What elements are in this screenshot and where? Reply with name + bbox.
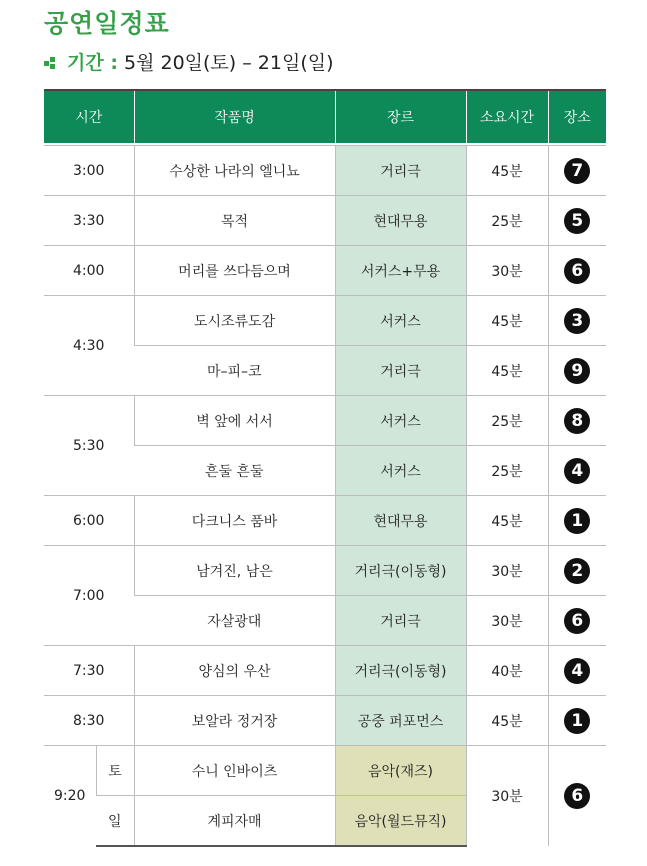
venue-number-badge: 1 (564, 508, 590, 534)
venue-number-badge: 6 (564, 783, 590, 809)
table-row (44, 496, 606, 546)
venue-cell (548, 446, 606, 496)
genre-cell: 서커스+무용 (335, 246, 466, 296)
header-row (44, 90, 606, 143)
duration-cell: 25분 (466, 446, 548, 496)
venue-number-badge: 2 (564, 558, 590, 584)
day-cell: 일 (96, 796, 134, 847)
time-cell: 7:30 (44, 646, 134, 696)
title-cell: 벽 앞에 서서 (134, 396, 335, 446)
venue-cell (548, 696, 606, 746)
duration-cell: 45분 (466, 346, 548, 396)
duration-cell: 45분 (466, 696, 548, 746)
table-row (44, 146, 606, 196)
table-row (44, 746, 606, 796)
venue-cell (548, 746, 606, 847)
venue-cell (548, 146, 606, 196)
duration-cell: 30분 (466, 546, 548, 596)
title-cell: 머리를 쓰다듬으며 (134, 246, 335, 296)
time-cell: 6:00 (44, 496, 134, 546)
duration-cell: 30분 (466, 246, 548, 296)
duration-cell: 45분 (466, 146, 548, 196)
duration-cell: 40분 (466, 646, 548, 696)
venue-number-badge: 6 (564, 608, 590, 634)
duration-cell: 30분 (466, 596, 548, 646)
genre-cell: 거리극 (335, 596, 466, 646)
table-row (44, 696, 606, 746)
table-row (44, 246, 606, 296)
title-cell: 다크니스 품바 (134, 496, 335, 546)
venue-cell (548, 196, 606, 246)
table-row (44, 196, 606, 246)
period-line (44, 48, 334, 75)
header-genre: 장르 (335, 90, 466, 143)
genre-cell: 음악(재즈) (335, 746, 466, 796)
duration-cell: 45분 (466, 296, 548, 346)
table-row (44, 546, 606, 596)
table-row (44, 396, 606, 446)
table-row (44, 646, 606, 696)
duration-cell: 25분 (466, 396, 548, 446)
title-cell: 남겨진, 남은 (134, 546, 335, 596)
header-duration: 소요시간 (466, 90, 548, 143)
title-cell: 보알라 정거장 (134, 696, 335, 746)
time-cell: 9:20 (44, 746, 96, 847)
time-cell: 4:30 (44, 296, 134, 396)
venue-number-badge: 6 (564, 258, 590, 284)
table-row (44, 296, 606, 346)
title-cell: 도시조류도감 (134, 296, 335, 346)
square-bullet-icon (44, 57, 57, 70)
title-cell: 목적 (134, 196, 335, 246)
title-cell: 흔둘 흔둘 (134, 446, 335, 496)
venue-number-badge: 4 (564, 458, 590, 484)
title-cell: 수상한 나라의 엘니뇨 (134, 146, 335, 196)
time-cell: 5:30 (44, 396, 134, 496)
page-title: 공연일정표 (44, 9, 170, 38)
genre-cell: 거리극(이동형) (335, 646, 466, 696)
venue-cell (548, 596, 606, 646)
genre-cell: 공중 퍼포먼스 (335, 696, 466, 746)
time-cell: 3:30 (44, 196, 134, 246)
venue-number-badge: 3 (564, 308, 590, 334)
header-venue: 장소 (548, 90, 606, 143)
duration-cell: 25분 (466, 196, 548, 246)
venue-number-badge: 5 (564, 208, 590, 234)
duration-cell: 45분 (466, 496, 548, 546)
period-value: 5월 20일(토) – 21일(일) (124, 52, 334, 74)
title-cell: 계피자매 (134, 796, 335, 847)
genre-cell: 음악(월드뮤직) (335, 796, 466, 847)
schedule-table (44, 89, 606, 847)
header-title: 작품명 (134, 90, 335, 143)
venue-number-badge: 7 (564, 158, 590, 184)
time-cell: 8:30 (44, 696, 134, 746)
time-cell: 7:00 (44, 546, 134, 646)
genre-cell: 서커스 (335, 296, 466, 346)
genre-cell: 현대무용 (335, 496, 466, 546)
title-cell: 수니 인바이츠 (134, 746, 335, 796)
venue-number-badge: 4 (564, 658, 590, 684)
venue-cell (548, 646, 606, 696)
header-time: 시간 (44, 90, 134, 143)
title-cell: 자살광대 (134, 596, 335, 646)
title-cell: 마–피–코 (134, 346, 335, 396)
period-label: 기간 : (67, 52, 118, 74)
venue-cell (548, 346, 606, 396)
venue-number-badge: 8 (564, 408, 590, 434)
genre-cell: 거리극(이동형) (335, 546, 466, 596)
title-cell: 양심의 우산 (134, 646, 335, 696)
day-cell: 토 (96, 746, 134, 796)
duration-cell: 30분 (466, 746, 548, 847)
venue-cell (548, 246, 606, 296)
genre-cell: 거리극 (335, 346, 466, 396)
venue-number-badge: 1 (564, 708, 590, 734)
time-cell: 3:00 (44, 146, 134, 196)
genre-cell: 서커스 (335, 446, 466, 496)
venue-number-badge: 9 (564, 358, 590, 384)
genre-cell: 서커스 (335, 396, 466, 446)
time-cell: 4:00 (44, 246, 134, 296)
genre-cell: 현대무용 (335, 196, 466, 246)
venue-cell (548, 296, 606, 346)
venue-cell (548, 546, 606, 596)
venue-cell (548, 496, 606, 546)
venue-cell (548, 396, 606, 446)
genre-cell: 거리극 (335, 146, 466, 196)
